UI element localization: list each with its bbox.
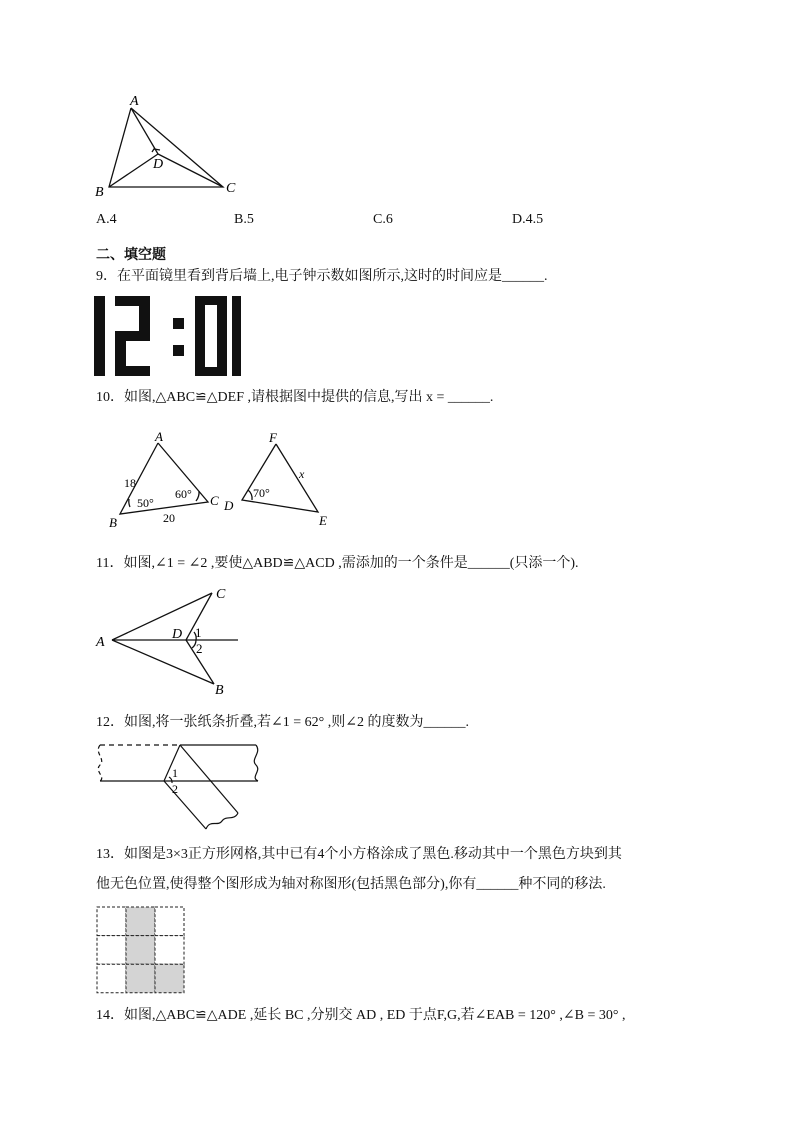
q9-digital-clock [92, 294, 242, 378]
q10-angle-d: 70° [253, 486, 270, 500]
q10-label-a: A [155, 429, 163, 444]
grid-cell-filled [126, 964, 155, 993]
q10-label-c: C [210, 493, 219, 508]
q10-triangles-figure [100, 428, 345, 533]
q11-label-d: D [172, 627, 183, 642]
q12-text: 12．如图,将一张纸条折叠,若∠1 = 62° ,则∠2 的度数为______. [96, 715, 469, 730]
q10-label-f: F [269, 430, 277, 445]
q8-label-b: B [95, 185, 104, 200]
q11-angle-2: 2 [196, 641, 203, 656]
grid-cell-filled [126, 936, 155, 965]
q8-option-b: B.5 [234, 212, 254, 227]
q10-label-e: E [319, 513, 327, 528]
q11-text: 11．如图,∠1 = ∠2 ,要使△ABD≌△ACD ,需添加的一个条件是______(只添一个). [96, 556, 579, 571]
q10-angle-b: 50° [137, 496, 154, 510]
q11-figure [94, 582, 254, 700]
q10-side-bc: 20 [163, 511, 175, 525]
q10-text: 10．如图,△ABC≌△DEF ,请根据图中提供的信息,写出 x = ______. [96, 390, 494, 405]
q10-label-b: B [109, 515, 117, 530]
q8-triangle-figure [90, 92, 250, 202]
grid-cell-empty [97, 936, 126, 965]
q11-label-b: B [215, 683, 224, 698]
q10-side-ab: 18 [124, 476, 136, 490]
q10-side-x: x [299, 467, 305, 481]
grid-cell-empty [97, 907, 126, 936]
q13-text-line1: 13．如图是3×3正方形网格,其中已有4个小方格涂成了黑色.移动其中一个黑色方块到其 [96, 847, 622, 862]
q8-option-c: C.6 [373, 212, 393, 227]
q8-label-c: C [226, 181, 236, 196]
grid-cell-empty [155, 936, 184, 965]
q12-angle-1: 1 [172, 766, 178, 780]
q11-angle-1: 1 [195, 625, 202, 640]
q11-label-c: C [216, 587, 226, 602]
q9-text: 9．在平面镜里看到背后墙上,电子钟示数如图所示,这时的时间应是______. [96, 269, 548, 284]
q12-angle-2: 2 [172, 782, 178, 796]
q8-option-d: D.4.5 [512, 212, 544, 227]
q8-label-a: A [130, 94, 139, 109]
grid-cell-empty [155, 907, 184, 936]
q8-option-a: A.4 [96, 212, 117, 227]
grid-cell-empty [97, 964, 126, 993]
grid-cell-filled [126, 907, 155, 936]
q10-label-d: D [224, 498, 234, 513]
section-title: 二、填空题 [96, 246, 166, 262]
q13-text-line2: 他无色位置,使得整个图形成为轴对称图形(包括黑色部分),你有______种不同的移法. [96, 877, 606, 892]
q10-angle-c: 60° [175, 487, 192, 501]
q14-text: 14．如图,△ABC≌△ADE ,延长 BC ,分别交 AD , ED 于点F,G,若∠EAB = 120° ,∠B = 30° , [96, 1008, 626, 1023]
q11-label-a: A [96, 635, 105, 650]
q8-label-d: D [153, 157, 164, 172]
grid-cell-filled [155, 964, 184, 993]
q12-folded-strip-figure [92, 737, 272, 835]
q13-grid-figure [96, 906, 186, 994]
